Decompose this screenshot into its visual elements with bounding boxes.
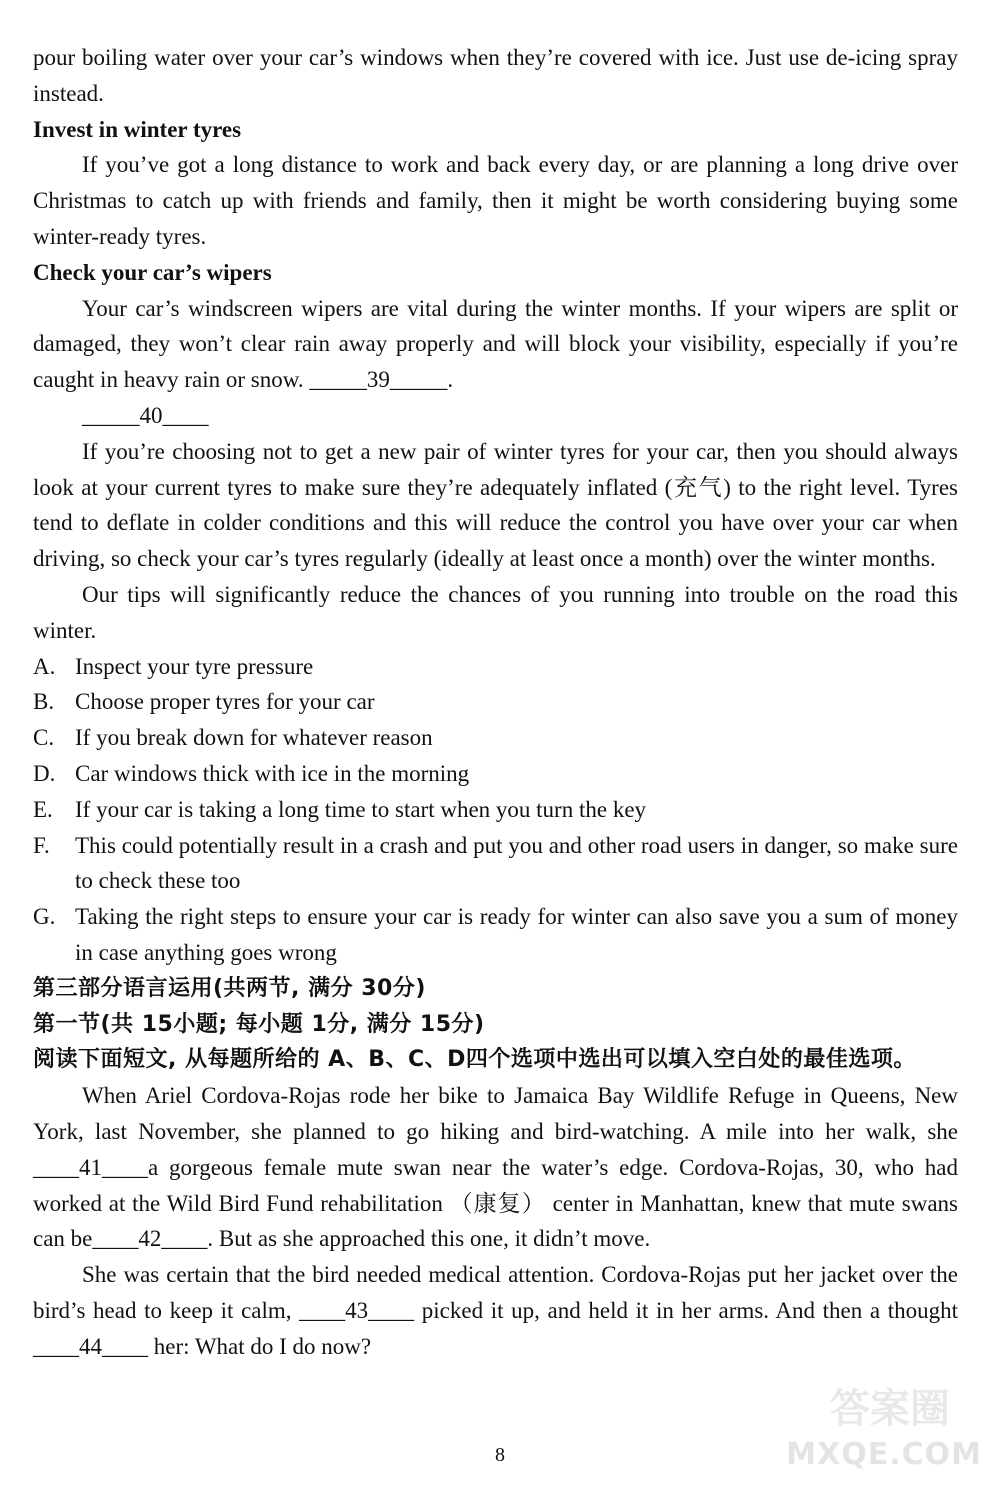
option-a: [33, 649, 958, 685]
option-letter: E.: [33, 796, 53, 822]
option-letter: A.: [33, 653, 56, 679]
option-c: [33, 720, 958, 756]
option-text: This could potentially result in a crash and put you and other road users in danger, so make sure to check these too: [75, 832, 958, 894]
watermark-en-text: MXQE.COM: [786, 1437, 982, 1472]
option-e: [33, 792, 958, 828]
paragraph-conclusion: Our tips will significantly reduce the chances of you running into trouble on the road this winter.: [33, 581, 958, 643]
option-d: [33, 756, 958, 792]
option-letter: C.: [33, 725, 55, 751]
option-b: [33, 684, 958, 720]
watermark-logo: [788, 1388, 988, 1478]
option-g: [33, 899, 958, 971]
paragraph-continued: pour boiling water over your car’s windows when they’re covered with ice. Just use de-icing spray instead.: [33, 45, 958, 106]
heading-winter-tyres: Invest in winter tyres: [33, 116, 242, 142]
paragraph-swan-2: She was certain that the bird needed medical attention. Cordova-Rojas put her jacket over the bird’s head to keep it calm, ____43____ picked it up, and held it in her arms. And then a thought ____44____ her: What do I do now?: [33, 1262, 958, 1359]
blank-40-heading: _____40____: [82, 402, 209, 428]
option-letter: D.: [33, 760, 56, 786]
option-text: If you break down for whatever reason: [75, 725, 433, 751]
option-text: Choose proper tyres for your car: [75, 689, 375, 715]
page-number: 8: [495, 1444, 505, 1466]
paragraph-wipers: Your car’s windscreen wipers are vital during the winter months. If your wipers are split or damaged, they won’t clear rain away properly and will block your visibility, especially if you’re caught in heavy rain or snow. _____39_____.: [33, 295, 958, 393]
paragraph-winter-tyres: If you’ve got a long distance to work and back every day, or are planning a long drive over Christmas to catch up with friends and family, then it might be worth considering buying some winter-ready tyres.: [33, 152, 958, 249]
option-text: Car windows thick with ice in the morning: [75, 760, 470, 786]
section-1-title: 第一节(共 15小题; 每小题 1分, 满分 15分): [33, 1011, 485, 1037]
heading-wipers: Check your car’s wipers: [33, 259, 272, 285]
option-letter: F.: [33, 832, 50, 858]
option-letter: B.: [33, 689, 55, 715]
option-text: If your car is taking a long time to start when you turn the key: [75, 796, 647, 822]
paragraph-tyre-pressure: If you’re choosing not to get a new pair of winter tyres for your car, then you should always look at your current tyres to make sure they’re adequately inflated (充气) to the right level. Tyres tend to deflate in colder conditions and this will reduce the control you have over your car when driving, so check your car’s tyres regularly (ideally at least once a month) over the winter months.: [33, 438, 958, 572]
section-instruction: 阅读下面短文, 从每题所给的 A、B、C、D四个选项中选出可以填入空白处的最佳选项。: [33, 1047, 916, 1073]
watermark-cn-text: 答案圈: [830, 1386, 950, 1432]
option-letter: G.: [33, 904, 56, 930]
document-page: [33, 40, 958, 1364]
answer-options: [33, 649, 958, 971]
paragraph-swan-1: When Ariel Cordova-Rojas rode her bike to Jamaica Bay Wildlife Refuge in Queens, New York, last November, she planned to go hiking and bird-watching. A mile into her walk, she ____41____a gorgeous female mute swan near the water’s edge. Cordova-Rojas, 30, who had worked at the Wild Bird Fund rehabilitation （康复） center in Manhattan, knew that mute swans can be____42____. But as she approached this one, it didn’t move.: [33, 1083, 958, 1252]
section-part3-title: 第三部分语言运用(共两节, 满分 30分): [33, 975, 426, 1001]
option-f: [33, 828, 958, 900]
option-text: Inspect your tyre pressure: [75, 653, 314, 679]
option-text: Taking the right steps to ensure your car is ready for winter can also save you a sum of money in case anything goes wrong: [75, 904, 958, 965]
